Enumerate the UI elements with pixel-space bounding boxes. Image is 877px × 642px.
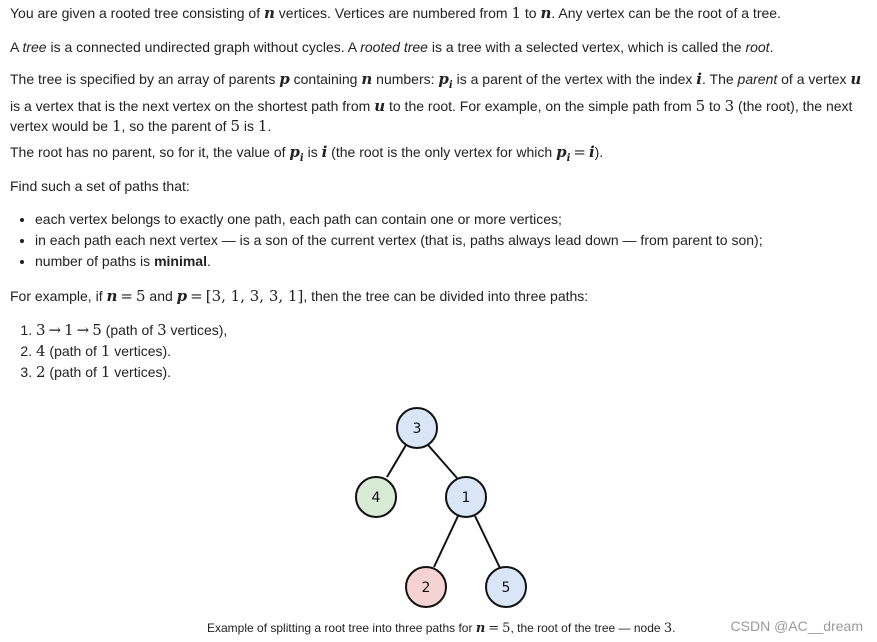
bold-minimal: minimal — [154, 253, 207, 269]
math-n: n — [106, 287, 118, 305]
list-item: 2. 4 (path of 1 vertices). — [36, 341, 227, 362]
node-5 — [486, 567, 526, 607]
math-one: 1 — [257, 117, 268, 135]
math-n: n — [361, 70, 373, 88]
term-rooted-tree: rooted tree — [360, 39, 428, 55]
math-n: n — [475, 621, 486, 636]
math-equals: = — [573, 143, 586, 161]
math-three: 3 — [663, 621, 673, 636]
math-three: 3 — [724, 97, 735, 115]
edge-1-2 — [434, 516, 458, 567]
math-u: u — [374, 97, 386, 115]
math-pi: $p_i$ — [438, 70, 453, 91]
math-i: i — [696, 70, 702, 88]
edge-1-5 — [475, 516, 500, 568]
math-equals: = — [488, 621, 500, 636]
tree-definition-paragraph: A tree is a connected undirected graph without cycles. A rooted tree is a tree with a selected vertex, which is called the root. — [10, 39, 774, 55]
node-4 — [356, 477, 396, 517]
parents-paragraph: The tree is specified by an array of parents p containing n numbers: $p_i$ is a parent of the vertex with the index i. The parent of a vertex u is a vertex that is the next vertex on the shortest path from u to the root. For example, on the simple path from 5 to 3 (the root), the next vertex would be 1, so the parent of 5 is 1. — [10, 70, 862, 135]
list-item: • in each path each next vertex — is a son of the current vertex (that is, paths always lead down — from parent to son); — [35, 230, 763, 251]
example-paragraph: For example, if n = 5 and p = [3, 1, 3, 3, 1], then the tree can be divided into three paths: — [10, 287, 589, 305]
node-3 — [397, 408, 437, 448]
math-i: i — [321, 143, 328, 161]
node-label: 4 — [371, 490, 381, 506]
edge-3-4 — [387, 445, 406, 477]
figure-caption: Example of splitting a root tree into three paths for n = 5, the root of the tree — node 3. — [207, 621, 676, 636]
arrow-icon: → — [48, 321, 62, 339]
find-paragraph: Find such a set of paths that: — [10, 178, 190, 194]
math-u: u — [850, 70, 862, 88]
node-2 — [406, 567, 446, 607]
csdn-watermark: CSDN @AC__dream — [730, 618, 863, 634]
term-tree: tree — [22, 39, 47, 55]
math-n: n — [540, 4, 552, 22]
list-item: • each vertex belongs to exactly one path, each path can contain one or more vertices; — [35, 209, 763, 230]
math-i: i — [588, 143, 595, 161]
term-parent: parent — [737, 71, 778, 87]
math-one: 1 — [511, 4, 521, 22]
math-array: [3, 1, 3, 3, 1] — [205, 287, 304, 305]
term-root: root — [745, 39, 770, 55]
math-five: 5 — [695, 97, 706, 115]
math-pi: $p_i$ — [556, 143, 571, 164]
math-pi: $p_i$ — [289, 143, 304, 164]
node-1 — [446, 477, 486, 517]
node-label: 1 — [461, 490, 471, 506]
root-paragraph: The root has no parent, so for it, the value of $p_i$ is i (the root is the only vertex for which $p_i = i$). — [10, 143, 604, 164]
node-label: 3 — [412, 421, 422, 437]
math-five: 5 — [502, 621, 511, 636]
math-p: p — [279, 70, 290, 88]
math-equals: = — [190, 287, 203, 305]
node-label: 5 — [501, 580, 511, 596]
arrow-icon: → — [76, 321, 90, 339]
list-item: 1. 3 → 1 → 5 (path of 3 vertices), — [36, 320, 227, 341]
math-five: 5 — [135, 287, 146, 305]
math-five: 5 — [230, 117, 241, 135]
math-n: n — [263, 4, 275, 22]
math-p: p — [176, 287, 188, 305]
list-item: • number of paths is minimal. — [35, 251, 763, 272]
edge-3-1 — [428, 445, 457, 478]
math-equals: = — [120, 287, 133, 305]
node-label: 2 — [421, 580, 431, 596]
intro-paragraph: You are given a rooted tree consisting of n vertices. Vertices are numbered from 1 to n. Any vertex can be the root of a tree. — [10, 4, 781, 22]
list-item: 3. 2 (path of 1 vertices). — [36, 362, 227, 383]
math-one: 1 — [111, 117, 122, 135]
